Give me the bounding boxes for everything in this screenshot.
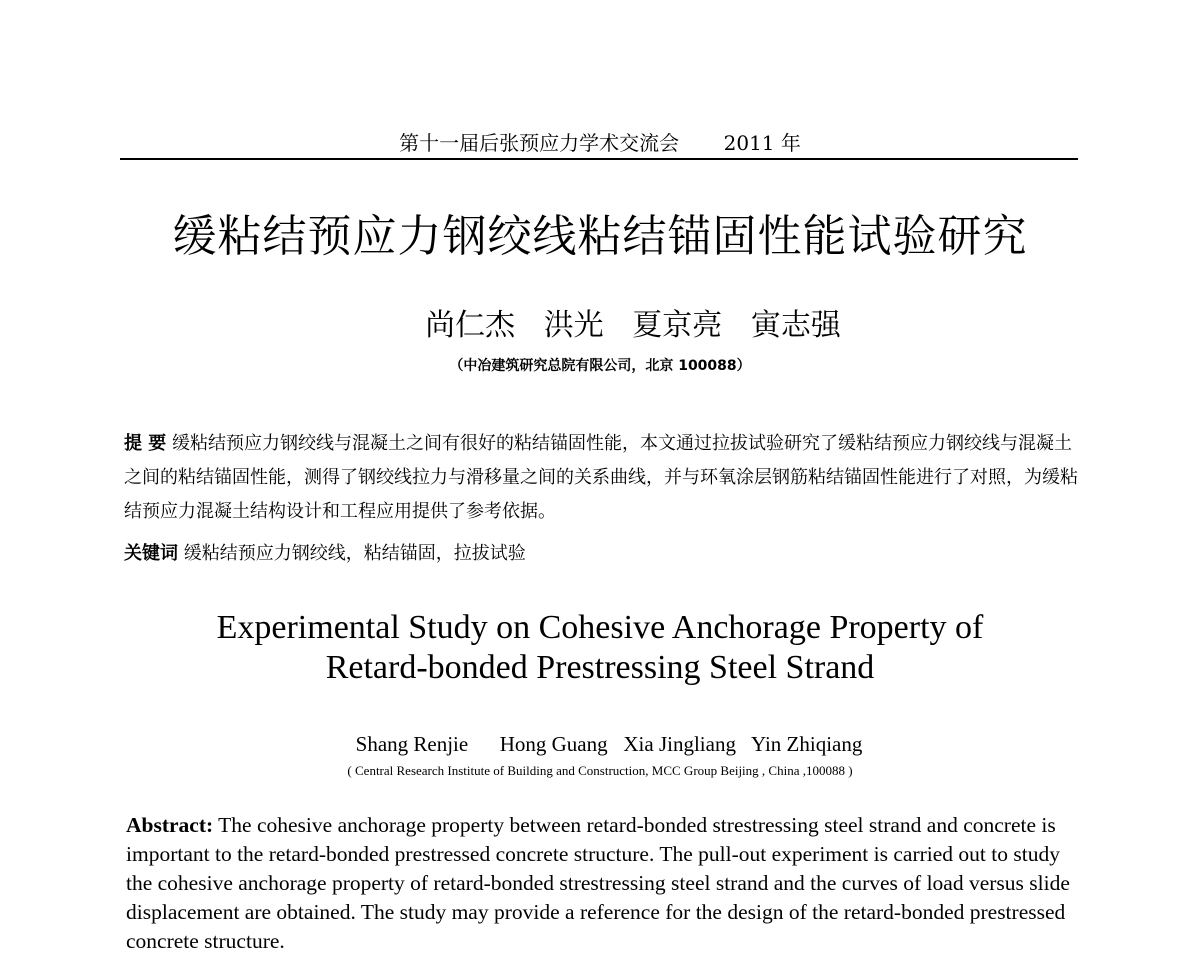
- chinese-affiliation: （中冶建筑研究总院有限公司，北京 100088）: [449, 358, 751, 374]
- conference-header: [0, 127, 1200, 156]
- english-author: Yin Zhiqiang: [750, 732, 863, 756]
- english-affiliation: ( Central Research Institute of Building and Construction, MCC Group Beijing , China ,100088 ): [347, 763, 853, 778]
- english-author: Shang Renjie: [355, 732, 469, 756]
- chinese-abstract-text: 缓粘结预应力钢绞线与混凝土之间有很好的粘结锚固性能，本文通过拉拔试验研究了缓粘结预应力钢绞线与混凝土之间的粘结锚固性能，测得了钢绞线拉力与滑移量之间的关系曲线，并与环氧涂层钢筋粘结锚固性能进行了对照，为缓粘结预应力混凝土结构设计和工程应用提供了参考依据。: [124, 433, 1078, 522]
- chinese-title: 缓粘结预应力钢绞线粘结锚固性能试验研究: [172, 211, 1028, 262]
- english-title: [0, 608, 1200, 688]
- english-title-line-1: Experimental Study on Cohesive Anchorage Property of: [216, 609, 984, 646]
- chinese-author: 夏京亮: [632, 308, 723, 343]
- conference-year: 2011 年: [723, 131, 801, 155]
- english-abstract: [126, 811, 1086, 956]
- conference-name: 第十一届后张预应力学术交流会: [399, 131, 680, 155]
- chinese-author: 尚仁杰: [425, 308, 516, 343]
- english-abstract-text: The cohesive anchorage property between retard-bonded strestressing steel strand and concrete is important to the retard-bonded prestressed concrete structure. The pull-out experiment is carried out to study the cohesive anchorage property of retard-bonded strestressing steel strand and the curves of load versus slide displacement are obtained. The study may provide a reference for the design of the retard-bonded prestressed concrete structure.: [126, 813, 1070, 953]
- chinese-abstract-label: 提 要: [124, 433, 167, 454]
- chinese-abstract: [124, 427, 1080, 529]
- english-title-line-2: Retard-bonded Prestressing Steel Strand: [325, 649, 875, 686]
- english-author: Xia Jingliang: [623, 732, 736, 756]
- header-rule: [120, 158, 1078, 160]
- english-abstract-label: Abstract:: [126, 813, 214, 837]
- chinese-author: 寅志强: [750, 308, 841, 343]
- english-author: Hong Guang: [499, 732, 608, 756]
- chinese-author: 洪光: [543, 308, 604, 343]
- chinese-keywords-text: 缓粘结预应力钢绞线，粘结锚固，拉拔试验: [183, 543, 526, 564]
- chinese-keywords-label: 关键词: [124, 543, 178, 564]
- chinese-authors: [0, 300, 1200, 344]
- chinese-keywords: [124, 539, 1080, 565]
- english-authors: [0, 732, 1200, 757]
